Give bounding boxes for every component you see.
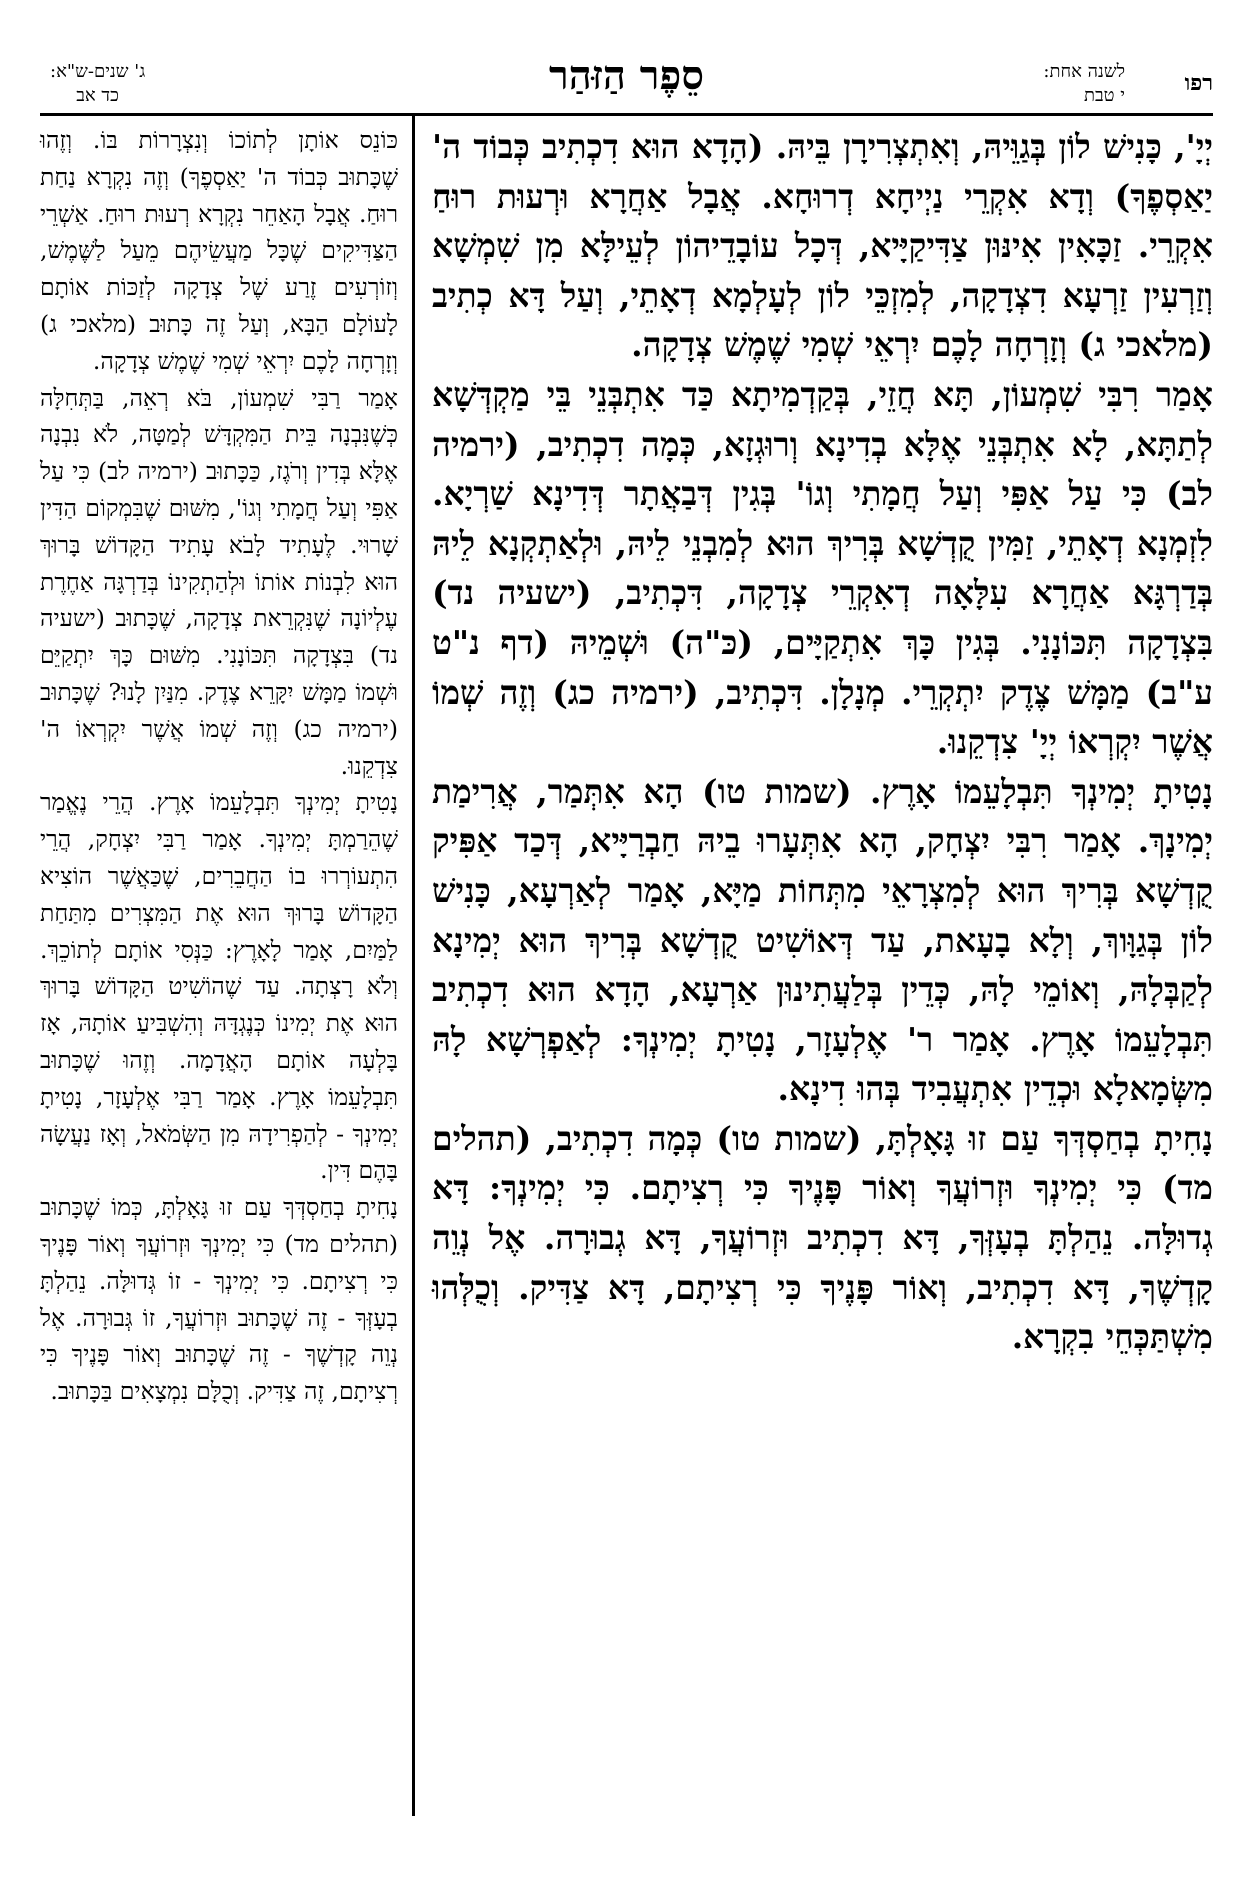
side-paragraph: אָמַר רַבִּי שִׁמְעוֹן, בֹּא רְאֵה, בַּתְּחִלָּה כְּשֶׁנִּבְנָה בֵּית הַמִּקְדָּשׁ לְמַטָּה, לֹא נִבְנָה אֶלָּא בְּדִין וְרֹגֶז, כַּכָּתוּב (ירמיה לב) כִּי עַל אַפִּי וְעַל חֲמָתִי וְגוֹ', מִשּׁוּם שֶׁבִּמְקוֹם הַדִּין שָׁרוּי. לֶעָתִיד לָבֹא עָתִיד הַקָּדוֹשׁ בָּרוּךְ הוּא לִבְנוֹת אוֹתוֹ וּלְהַתְקִינוֹ בְּדַרְגָּה אַחֶרֶת עֶלְיוֹנָה שֶׁנִּקְרֵאת צְדָקָה, שֶׁכָּתוּב (ישעיה נד) בִּצְדָקָה תִּכּוֹנָנִי. מִשּׁוּם כָּךְ יִתְקַיֵּם וּשְׁמוֹ מַמָּשׁ יִקָּרֵא צֶדֶק. מִנַּיִן לָנוּ? שֶׁכָּתוּב (ירמיה כג) וְזֶה שְׁמוֹ אֲשֶׁר יִקְרְאוֹ ה' צִדְקֵנוּ. (40, 383, 398, 780)
page-header (40, 52, 1213, 112)
schedule-date: י טבת (1084, 85, 1125, 106)
schedule-label: ג' שנים-ש"א: (50, 61, 146, 82)
side-paragraph: נָטִיתָ יְמִינְךָ תִּבְלָעֵמוֹ אָרֶץ. הֲרֵי נֶאֱמַר שֶׁהֵרַמְתָּ יְמִינְךָ. אָמַר רַבִּי יִצְחָק, הֲרֵי הִתְעוֹרְרוּ בוֹ הַחֲבֵרִים, שֶׁכַּאֲשֶׁר הוֹצִיא הַקָּדוֹשׁ בָּרוּךְ הוּא אֶת הַמִּצְרִים מִתַּחַת לַמַּיִם, אָמַר לָאָרֶץ: כַּנְּסִי אוֹתָם לְתוֹכֵךְ. וְלֹא רָצְתָה. עַד שֶׁהוֹשִׁיט הַקָּדוֹשׁ בָּרוּךְ הוּא אֶת יְמִינוֹ כְּנֶגְדָּהּ וְהִשְׁבִּיעַ אוֹתָהּ, אָז בָּלְעָה אוֹתָם הָאֲדָמָה. וְזֶהוּ שֶׁכָּתוּב תִּבְלָעֵמוֹ אָרֶץ. אָמַר רַבִּי אֶלְעָזָר, נָטִיתָ יְמִינְךָ - לְהַפְרִידָהּ מִן הַשְּׂמֹאל, וְאָז נַעֲשָׂה בָּהֶם דִּין. (40, 788, 398, 1185)
book-title: סֵפֶר הַזּהַר (549, 52, 704, 99)
page-number: רפו (1184, 70, 1213, 96)
main-paragraph: נָחִיתָ בְחַסְדְּךָ עַם זוּ גָּאָלְתָּ, (שמות טו) כְּמָה דִכְתִיב, (תהלים מד) כִּי יְמִינְךָ וּזְרוֹעֲךָ וְאוֹר פָּנֶיךָ כִּי רְצִיתָם. כִּי יְמִינְךָ: דָּא גְדוּלָּה. נֵהַלְתָּ בְעָזְּךָ, דָּא דִכְתִיב וּזְרוֹעֲךָ, דָּא גְבוּרָה. אֶל נְוֵה קָדְשֶׁךָ, דָּא דִכְתִיב, וְאוֹר פָּנֶיךָ כִּי רְצִיתָם, דָּא צַדִּיק. וְכֻלְּהוּ מִשְׁתַּכְּחֵי בִקְרָא. (432, 1118, 1213, 1357)
header-rule (40, 113, 1213, 116)
side-paragraph: כּוֹנֵס אוֹתָן לְתוֹכוֹ וְנִצְרָרוֹת בּוֹ. וְזֶהוּ שֶׁכָּתוּב כְּבוֹד ה' יַאַסְפֶךָ) וְזֶה נִקְרָא נַחַת רוּחַ. אֲבָל הָאַחֵר נִקְרָא רְעוּת רוּחַ. אַשְׁרֵי הַצַּדִּיקִים שֶׁכָּל מַעֲשֵׂיהֶם מֵעַל לַשֶּׁמֶשׁ, וְזוֹרְעִים זֶרַע שֶׁל צְדָקָה לְזַכּוֹת אוֹתָם לָעוֹלָם הַבָּא, וְעַל זֶה כָּתוּב (מלאכי ג) וְזָרְחָה לָכֶם יִרְאֵי שְׁמִי שֶׁמֶשׁ צְדָקָה. (40, 126, 398, 375)
main-paragraph: נָטִיתָ יְמִינְךָ תִּבְלָעֵמוֹ אָרֶץ. (שמות טו) הָא אִתְּמַר, אֲרִימַת יְמִינָךְ. אָמַר רִבִּי יִצְחָק, הָא אִתְּעָרוּ בֵיהּ חַבְרַיָּיא, דְּכַד אַפִּיק קֻדְשָׁא בְּרִיךְ הוּא לְמִצְרָאֵי מִתְּחוֹת מַיָּא, אָמַר לְאַרְעָא, כָּנִישׁ לוֹן בְּגַוָּוךְ, וְלָא בָעָאת, עַד דְּאוֹשִׁיט קֻדְשָׁא בְּרִיךְ הוּא יְמִינָא לְקַבְּלָהּ, וְאוֹמֵי לָהּ, כְּדֵין בְּלַעֲתִינוּן אַרְעָא, הָדָא הוּא דִכְתִיב תִּבְלָעֵמוֹ אָרֶץ. אָמַר ר' אֶלְעָזָר, נָטִיתָ יְמִינְךָ: לְאַפְרְשָׁא לָהּ מִשְּׂמָאלָא וּכְדֵין אִתְעֲבִיד בְּהוּ דִינָא. (432, 771, 1213, 1109)
aramaic-text-column (432, 122, 1213, 1362)
main-paragraph: אָמַר רִבִּי שִׁמְעוֹן, תָּא חֲזֵי, בְּקַדְמִיתָא כַּד אִתְבְּנֵי בֵּי מַקְדְּשָׁא לְתַתָּא, לָא אִתְבְּנֵי אֶלָּא בְדִינָא וְרוּגְזָא, כְּמָה דִכְתִיב, (ירמיה לב) כִּי עַל אַפִּי וְעַל חֲמָתִי וְגוֹ' בְּגִין דְּבַאֲתָר דְּדִינָא שַׁרְיָא. לִזְמְנָא דְאָתֵי, זַמִּין קֻדְשָׁא בְּרִיךְ הוּא לְמִבְנֵי לֵיהּ, וּלְאַתְקְנָא לֵיהּ בְּדַרְגָּא אַחֲרָא עִלָּאָה דְאִקְרֵי צְדָקָה, דִּכְתִיב, (ישעיה נד) בִּצְדָקָה תִּכּוֹנָנִי. בְּגִין כָּךְ אִתְקַיָּים, (כּ"ה) וּשְׁמֵיהּ (דף נ"ט ע"ב) מַמָּשׁ צֶדֶק יִתְקְרֵי. מְנָלָן. דִּכְתִיב, (ירמיה כג) וְזֶה שְׁמוֹ אֲשֶׁר יִקְרְאוֹ יְיָ' צִדְקֵנוּ. (432, 374, 1213, 762)
hebrew-translation-column (40, 122, 398, 1410)
side-paragraph: נָחִיתָ בְחַסְדְּךָ עַם זוּ גָּאָלְתָּ, כְּמוֹ שֶׁכָּתוּב (תהלים מד) כִּי יְמִינְךָ וּזְרוֹעֲךָ וְאוֹר פָּנֶיךָ כִּי רְצִיתָם. כִּי יְמִינְךָ - זוֹ גְּדוּלָּה. נֵהַלְתָּ בְעָזְּךָ - זֶה שֶׁכָּתוּב וּזְרוֹעֲךָ, זוֹ גְּבוּרָה. אֶל נְוֵה קָדְשֶׁךָ - זֶה שֶׁכָּתוּב וְאוֹר פָּנֶיךָ כִּי רְצִיתָם, זֶה צַדִּיק. וְכֻלָּם נִמְצָאִים בַּכָּתוּב. (40, 1193, 398, 1406)
study-schedule-three-years (50, 60, 145, 108)
column-divider (412, 116, 415, 1816)
schedule-label: לשנה אחת: (1043, 61, 1125, 82)
main-paragraph: יְיָ', כָּנִישׁ לוֹן בְּגַוֵּיהּ, וְאִתְצְרִירָן בֵּיהּ. (הָדָא הוּא דִכְתִיב כְּבוֹד ה' יַאַסְפֶךָ) וְדָא אִקְרֵי נַיְיחָא דְרוּחָא. אֲבָל אַחֲרָא וּרְעוּת רוּחַ אִקְרֵי. זַכָּאִין אִינּוּן צַדִּיקַיָּיא, דְּכָל עוֹבָדֵיהוֹן לְעֵילָּא מִן שִׁמְשָׁא וְזַרְעִין זַרְעָא דִצְדָקָה, לְמִזְכֵּי לוֹן לְעָלְמָא דְאָתֵי, וְעַל דָּא כְתִיב (מלאכי ג) וְזָרְחָה לָכֶם יִרְאֵי שְׁמִי שֶׁמֶשׁ צְדָקָה. (432, 127, 1213, 365)
schedule-date: כד אב (76, 85, 119, 106)
